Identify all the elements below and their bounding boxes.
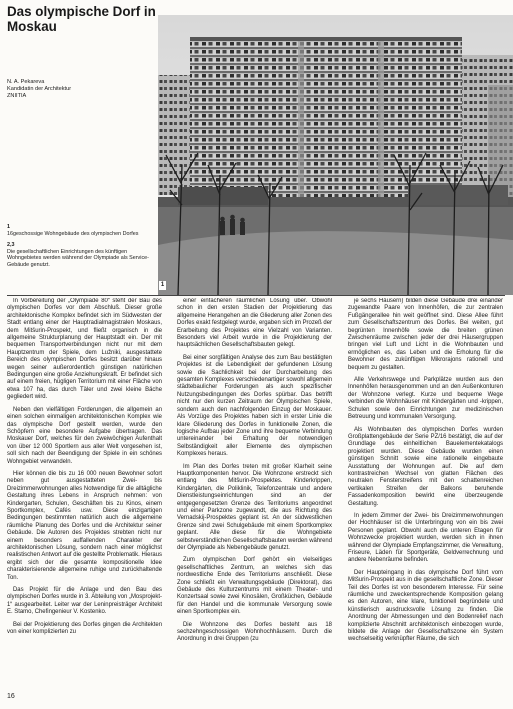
paragraph: Als Wohnbauten des olympischen Dorfes wurden Großplattengebäude der Serie PZ/16 bestätigt, die auf der Grundlage des einheitlichen Bauelementekatalogs projektiert wurden. Diese Gebäude wurden einen günstigen Schnitt sowie eine rationelle eingebaute Ausstattung der Wohnungen auf. Die auf dem kontrastreichen Wechsel von glatten Flächen des neutralen Fensterstreifens mit den schattenreichen vertikalen Streifen der Balkons beruhende Fassadenkomposition bewirkt eine überzeugende Gestaltung. (348, 426, 503, 507)
caption-1-number: 1 (7, 224, 10, 230)
paragraph: Das Projekt für die Anlage und den Bau des olympischen Dorfes wurde in 3. Abteilung von „Mosprojekt-1“ ausgearbeitet. Leiter war der Leninpreisträger Architekt E. Stamo, Chefingenieur V. Kostenko. (7, 587, 162, 616)
photo-building (158, 15, 513, 295)
body-column-2 (177, 298, 332, 690)
caption-2-text: Die gesellschaftlichen Einrichtungen des künftigen Wohngebietes werden während der Olympiade als Service-Gebäude genutzt. (7, 248, 149, 268)
caption-2-number: 2,3 (7, 242, 15, 248)
paragraph: Neben den vielfältigen Forderungen, die allgemein an einen solchen einmaligen architektonischen Komplex wie das olympische Dorf gestellt werden, wurde den Schöpfern eine besondere Aufgabe übertragen. Das Moskauer Dorf, welches für den zweiwöchigen Aufenthalt von über 12 000 Sportlern aus aller Welt vorgesehen ist, soll sich nach der Beendigung der Spiele in ein schönes Wohngebiet verwandeln. (7, 406, 162, 465)
body-column-1 (7, 298, 162, 690)
paragraph: Zum olympischen Dorf gehört ein vielseitiges gesellschaftliches Zentrum, an welches sich das nordwestliche Ende des Territoriums anschließt. Diese Zone schließt ein Verwaltungsgebäude (Direktorat), das Gebäude des Kulturzentrums mit einem Theater- und Konzertsaal sowie zwei Kinosälen, Großküchen, Gebäude für den Handel und die kommunale Versorgung sowie einen Sportkomplex ein. (177, 557, 332, 616)
section-rule (7, 295, 505, 296)
paragraph: In jedem Zimmer der Zwei- bis Dreizimmerwohnungen der Hochhäuser ist die Unterbringung von ein bis zwei Personen geplant. Obwohl auch die unteren Etagen für Wohnzwecke projektiert wurden, werden sich in ihnen während der Olympiade Empfangszimmer, die Verwaltung, Friseure, Läden für Sportgeräte, Geldverrechnung und andere Nebenräume befinden. (348, 512, 503, 564)
author-institute: ZNIITIA (7, 93, 27, 100)
paragraph: Bei einer sorgfältigen Analyse des zum Bau bestätigten Projektes ist die Lebendigkeit der gefundenen Lösung sowie die Sachlichkeit bei der Durcharbeitung des gesamten Komplexes verschiedenartiger sowohl allgemein städtebaulicher Forderungen als auch spezifischer Nutzungsbedingungen des Dorfes spürbar. Das betrifft nicht nur den kurzen Zeitraum der Olympischen Spiele, sondern auch den nachfolgenden Einzug der Moskauer. Als Vorzüge des Projektes haben sich in erster Linie die klare Gliederung des Dorfes in funktionelle Zonen, die logische Aufbau jeder Zone und ihre bequeme Verbindung untereinander bei Erhaltung der notwendigen Selbständigkeit aller Elemente des olympischen Komplexes heraus. (177, 354, 332, 458)
paragraph: einer einfacheren räumlichen Lösung über. Obwohl schon in den ersten Stadien der Projektierung das allgemeine Herangehen an die Gliederung aller Zonen des Dorfes exakt festgelegt wurde, ergaben sich im Prozeß der Erarbeitung des Projektes eine Vielzahl von Varianten. Besonders viel Arbeit wurde in die Projektierung der hauptsächlichen Gesellschaftsbauten gelegt. (177, 298, 332, 349)
caption-1 (7, 224, 154, 237)
paragraph: je sechs Häusern) bilden diese Gebäude drei einander zugewandte Paare von Innenhöfen, die zur zentralen Fußgängerallee hin weit geöffnet sind. Diese Allee führt zum Gesellschaftszentrum des Dorfes. Bei weiten, gut begrünten Innenhöfe sowie die breiten grünen Zwischenräume zwischen jeder der drei Häusergruppen bringen viel Luft und Licht in die Wohnbauten und ermöglichen es, das Leben und die Erholung für die Bewohner des zukünftigen Mikrorajons rationell und bequem zu gestalten. (348, 298, 503, 371)
paragraph: Alle Verkehrswege und Parkplätze wurden aus den Innenhöfen herausgenommen und an den Außenkonturen der Wohnzone verlegt. Kurze und bequeme Wege verbinden die Wohnhäuser mit Kindergärten und -krippen, Schulen sowie den Einrichtungen zur medizinischen Betreuung und kommunalen Versorgung. (348, 377, 503, 421)
paragraph: Der Haupteingang in das olympische Dorf führt vom Mitšurin-Prospekt aus in die gesellschaftliche Zone. Dieser Teil des Dorfes ist von besonderem Interesse. Für seine räumliche und zweckentsprechende Komposition gelang es den Autoren, eine klare, funktionell begründete und künstlerisch ausdrucksvolle Lösung zu finden. Die Anordnung der Abmessungen und den Bodenrelief nach komplizierte Abschnitt architektonisch einbezogen wurde, bildete die Anlage der Gesellschaftszone ein System wechselseitig verknüpfter Räume, die sich (348, 569, 503, 643)
paragraph: Hier können die bis zu 16 000 neuen Bewohner sofort neben gut ausgestatteten Zwei- bis Dreizimmerwohnungen alles Notwendige für die alltägliche Gestaltung ihres Lebens in Anspruch nehmen: von Kindergarten, Schulen, Geschäften bis zu Kinos, einem Sportkomplex, Cafés usw. Diese einzigartigen Bedingungen bestimmten natürlich auch die allgemeine räumliche Planung des Dorfes und die Architektur seiner Gebäude. Die Autoren des Projektes strebten nicht nur einem besonders auffallenden Charakter der architektonischen Lösung, sondern nach einer möglichst realistischen Antwort auf die gestellte Problematik. Hieraus ergibt sich der die gesamte kompositionelle Idee charakterisierende allgemeine ruhige und zurückhaltende Ton. (7, 470, 162, 581)
paragraph: In Vorbereitung der „Olympiade 80“ steht der Bau des olympischen Dorfes vor dem Abschluß. Dieser große architektonische Komplex befindet sich im Südwesten der Stadt entlang einer der Hauptradialmagistralen Moskaus, dem Mitšurin-Prospekt, und fließt organisch in die allgemeine Strukturplanung der Hauptstadt ein. Der mit bequemen Transportverbindungen nicht nur mit dem Hauptzentrum der Spiele, dem Lužniki, ausgestattete Bereich des olympischen Dorfes besitzt darüber hinaus wegen seiner außerordentlich günstigen natürlichen Bedingungen eine große Anziehungskraft. Er befindet sich auf einem freien, hügligen Territorium mit einer Fläche von etwa 107 ha, das durch Täler und zwei kleine Bäche gegliedert wird. (7, 298, 162, 401)
author-role: Kandidatin der Architektur (7, 86, 72, 93)
author-name: N. A. Pekareva (7, 79, 45, 85)
author-block (7, 79, 71, 101)
paragraph: Die Wohnzone des Dorfes besteht aus 18 sechzehngeschossigen Wohnhochhäusern. Durch die Anordnung in drei Gruppen (zu (177, 621, 332, 643)
article-title: Das olympische Dorf in Moskau (7, 4, 156, 34)
paragraph: Im Plan des Dorfes treten mit großer Klarheit seine Hauptkomponenten hervor. Die Wohnzone erstreckt sich entlang des Mitšurin-Prospektes. Kinderkrippen, Kindergärten, die Poliklinik, Telefonzentrale und andere Dienstleistungseinrichtungen sind an der entgegengesetzten Grenze des Territoriums angeordnet und einer Parkzone zugewandt, die aus Richtung des Vernadskij-Prospektes geplant ist. An der südwestlichen Grenze sind zwei Schulgebäude mit einem Sportkomplex geplant. Alle diese für die Wohngebiete selbstverständlichen Gesellschaftsbauten werden während der Olympiade als Nebengebäude genutzt. (177, 463, 332, 551)
caption-1-text: 16geschossige Wohngebäude des olympischen Dorfes (7, 230, 139, 237)
photo-number-badge: 1 (160, 282, 165, 288)
figure-captions (7, 224, 154, 273)
building-photo-graphic (158, 15, 513, 295)
page-number: 16 (7, 693, 15, 700)
paragraph: Bei der Projektierung des Dorfes gingen die Architekten von einer komplizierten zu (7, 621, 162, 636)
body-column-3 (348, 298, 503, 690)
caption-2 (7, 242, 154, 268)
